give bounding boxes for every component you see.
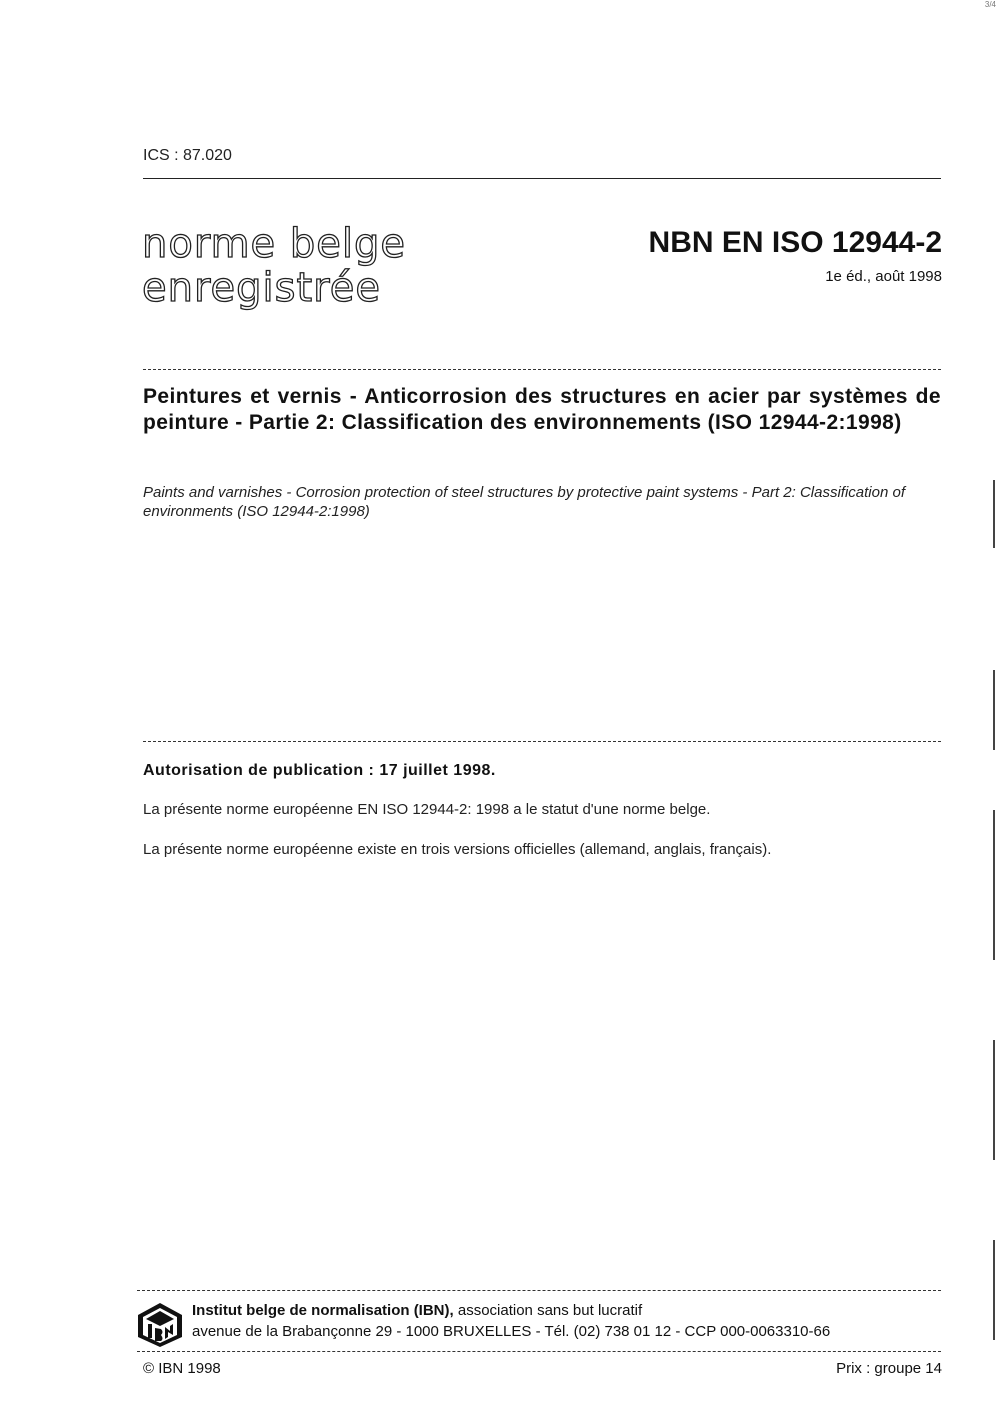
title-bottom-rule xyxy=(143,741,941,742)
footer-bottom-rule xyxy=(137,1351,941,1352)
brand-line-1: norme belge xyxy=(142,221,406,267)
ibn-logo xyxy=(137,1302,183,1348)
margin-mark xyxy=(993,810,995,960)
english-title: Paints and varnishes - Corrosion protection of steel structures by protective paint systems - Part 2: Classification of environments (ISO 12944-2:1998) xyxy=(143,484,905,520)
status-paragraph: La présente norme européenne EN ISO 12944-2: 1998 a le statut d'une norme belge. xyxy=(143,801,711,818)
publication-authorisation: Autorisation de publication : 17 juillet 1998. xyxy=(143,762,496,779)
ics-code: ICS : 87.020 xyxy=(143,147,232,164)
footer-top-rule xyxy=(137,1290,941,1291)
margin-mark xyxy=(993,1240,995,1340)
versions-paragraph: La présente norme européenne existe en trois versions officielles (allemand, anglais, français). xyxy=(143,841,772,858)
institute-description: association sans but lucratif xyxy=(453,1302,643,1319)
institute-name: Institut belge de normalisation (IBN), xyxy=(192,1302,454,1319)
institute-line xyxy=(192,1302,642,1319)
french-title: Peintures et vernis - Anticorrosion des structures en acier par systèmes de peinture - Partie 2: Classification des environnements (ISO 12944-2:1998) xyxy=(143,385,941,434)
margin-mark xyxy=(993,480,995,548)
margin-mark xyxy=(993,1040,995,1160)
brand-line-2: enregistrée xyxy=(142,265,381,311)
institute-address: avenue de la Brabançonne 29 - 1000 BRUXELLES - Tél. (02) 738 01 12 - CCP 000-0063310-66 xyxy=(192,1323,831,1340)
title-top-rule xyxy=(143,369,941,370)
corner-mark: 3/4 xyxy=(984,0,996,9)
copyright: © IBN 1998 xyxy=(143,1360,221,1377)
margin-mark xyxy=(993,670,995,750)
price-group: Prix : groupe 14 xyxy=(836,1360,942,1377)
brand-title xyxy=(142,222,406,310)
header-rule xyxy=(143,178,941,179)
standard-code: NBN EN ISO 12944-2 xyxy=(648,226,942,259)
edition-date: 1e éd., août 1998 xyxy=(825,268,942,285)
